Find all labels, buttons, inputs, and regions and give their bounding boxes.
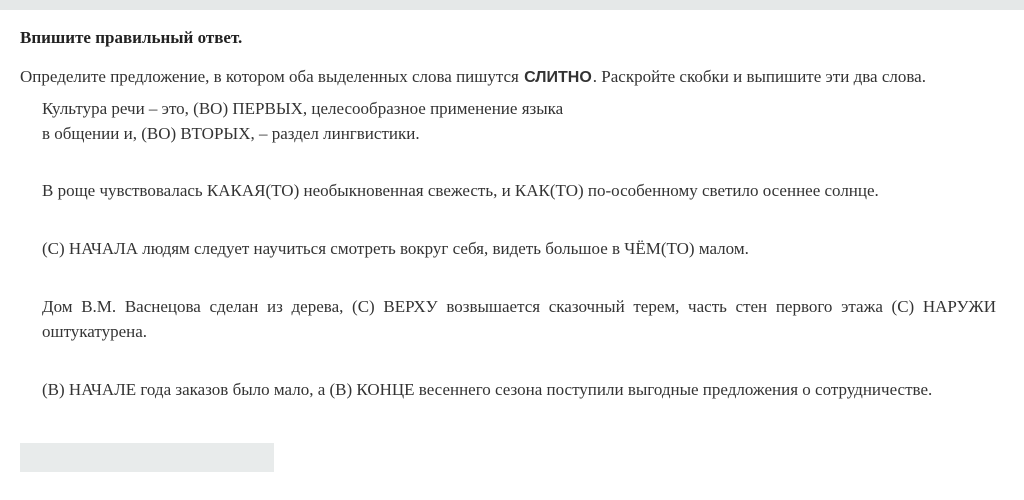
option-5 — [42, 377, 996, 402]
option-2-text: В роще чувствовалась КАКАЯ(ТО) необыкновенная свежесть, и КАК(ТО) по-особенному светило осеннее солнце. — [42, 181, 879, 200]
top-bar — [0, 0, 1024, 10]
option-1-line-2: в общении и, (ВО) ВТОРЫХ, – раздел лингвистики. — [42, 124, 420, 143]
question-emphasis: СЛИТНО — [524, 69, 592, 86]
question-text-after: . Раскройте скобки и выпишите эти два слова. — [592, 67, 926, 86]
option-4 — [42, 294, 996, 344]
option-1 — [42, 96, 996, 146]
option-2 — [42, 178, 996, 203]
option-1-line-1: Культура речи – это, (ВО) ПЕРВЫХ, целесообразное применение языка — [42, 99, 564, 118]
option-4-text: Дом В.М. Васнецова сделан из дерева, (С) ВЕРХУ возвышается сказочный терем, часть стен первого этажа (С) НАРУЖИ оштукатурена. — [42, 297, 996, 341]
option-3 — [42, 236, 996, 261]
question-text-before: Определите предложение, в котором оба выделенных слова пишутся — [20, 67, 519, 86]
answer-input[interactable] — [20, 443, 274, 472]
option-3-text: (С) НАЧАЛА людям следует научиться смотреть вокруг себя, видеть большое в ЧЁМ(ТО) малом. — [42, 239, 749, 258]
question-text — [20, 67, 1010, 88]
task-instruction: Впишите правильный ответ. — [20, 28, 243, 47]
option-5-text: (В) НАЧАЛЕ года заказов было мало, а (В) КОНЦЕ весеннего сезона поступили выгодные предложения о сотрудничестве. — [42, 380, 933, 399]
